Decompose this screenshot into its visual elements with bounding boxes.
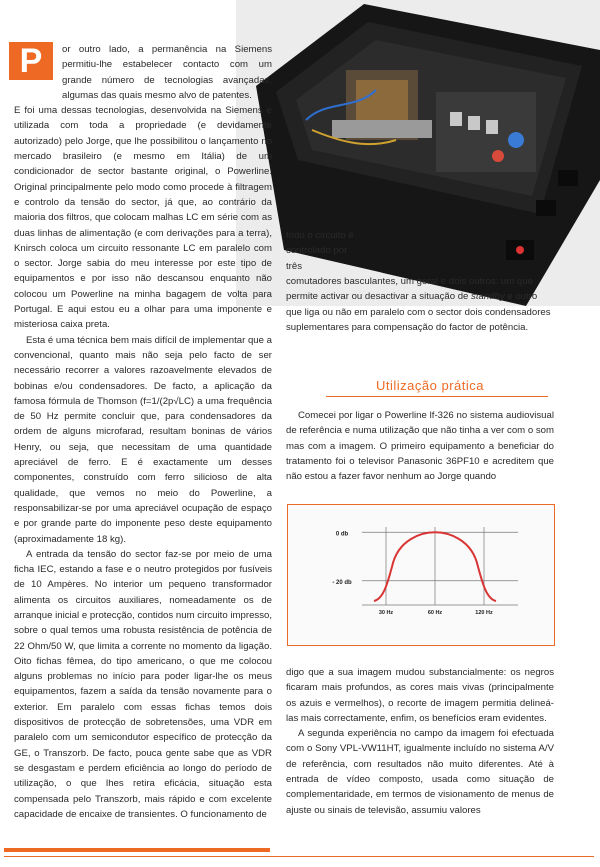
x-tick-label-0: 30 Hz	[378, 610, 394, 616]
section-heading: Utilização prática	[376, 378, 484, 393]
chart-svg	[288, 505, 554, 645]
x-tick-label-1: 60 Hz	[427, 610, 443, 616]
footer-rule	[4, 856, 594, 857]
caption-standby: standby	[471, 291, 505, 303]
paragraph-input: A entrada da tensão do sector faz-se por meio de uma ficha IEC, estando a fase e o neutro protegidos por fusíveis de 10 Ampères. No interior um pequeno transformador alimenta os circuitos auxiliares, nomeadamente os de arranque inicial e protecção, contidos num circuito impresso, sobre o qual temos uma robusta resistência de potência de 22 Ohm/50 W, que limita a corrente no momento da ligação. Oito fichas fêmea, do tipo americano, o que me colocou alguns problemas no início para poder ligar-lhe os meus equipamentos, fazem a saída da tensão novamente para o exterior. Em paralelo com essas fichas temos dois dispositivos de protecção de sobretensões, uma VDR em paralelo com um semicondutor específico de protecção da GE, o Transzorb. De facto, pouca gente sabe que as VDR se desgastam e perdem eficiência ao longo do período de utilização, o que lhes retira eficácia, situação esta compensada pelo Transzorb, mais rápido e com excelente capacidade de encaixe de transientes. O funcionamento de	[14, 548, 272, 820]
caption-after-text: e outro que liga ou não em paralelo com o sector dois condensadores suplementares para compensação do factor de potência.	[286, 291, 551, 333]
frequency-response-chart	[287, 504, 555, 646]
left-column	[14, 42, 272, 822]
paragraph-pratica: Comecei por ligar o Powerline lf-326 no sistema audiovisual de referência e numa utilização que não tinha a ver com o som mas com a imagem. O primeiro equipamento a beneficiar do tratamento foi o televisor Panasonic 36PF10 e acreditem que não estou a fazer favor nenhum ao Jorge quando	[286, 410, 554, 483]
y-tick-label-1: - 20 db	[332, 579, 352, 586]
footer-accent-bar	[4, 848, 270, 852]
paragraph-thomson: Esta é uma técnica bem mais difícil de implementar que a convencional, quanto mais não seja pelo facto de ser necessário recorrer a valores razoavelmente elevados de bobinas e/ou condensadores. De facto, a aplicação da famosa fórmula de Thomson (f=1/(2p√LC) a uma frequência de 50 Hz permite concluir que, para condensadores da ordem de alguns microfarad, resultam boninas de vários Henry, ou seja, que necessitam de uma quantidade apreciável de ferro. E é exactamente um desses componentes, construído com ferro silicioso de alta qualidade, que vemos no meio do Powerline, a responsabilizar-se por uma apreciável ocupação de espaço e por grande parte do imponente peso deste equipamento (aproximadamente 18 kg).	[14, 334, 272, 545]
heading-rule	[326, 396, 548, 397]
drop-cap: P	[9, 42, 53, 80]
photo-caption-wide	[286, 274, 554, 335]
paragraph-image-result: digo que a sua imagem mudou substancialmente: os negros ficaram mais profundos, as cores mais vivas (principalmente os azuis e vermelhos), o recorte de imagem permitia delineá-las mais correctamente, enfim, os benefícios eram evidentes.	[286, 667, 554, 724]
paragraph-intro-opening: or outro lado, a permanência na Siemens permitiu-lhe estabelecer contacto com um grande número de tecnologias avançadas, algumas das quais mesmo alvo de patentes.	[62, 44, 272, 101]
paragraph-sony: A segunda experiência no campo da imagem foi efectuada com o Sony VPL-VW11HT, igualmente incluído no sistema A/V de referência, com resultados não muito diferentes. Até à entrada de vídeo composto, usada como situação de complementaridade, em termos de visionamento de menus de ajuste ou sinais de televisão, assumiu valores	[286, 728, 554, 816]
photo-caption-narrow: todo o circuito é controlado por três	[286, 230, 354, 272]
y-tick-label-0: 0 db	[335, 531, 349, 538]
x-tick-label-2: 120 Hz	[475, 610, 493, 616]
caption-wide-text: comutadores basculantes, um geral e dois outros: um que permite activar ou desactivar a situação de	[286, 276, 533, 303]
right-column-mid	[286, 408, 554, 484]
paragraph-intro: E foi uma dessas tecnologias, desenvolvida na Siemens e utilizada com toda a propriedade (e devidamente autorizado) pelo Jorge, que lhe possibilitou o lançamento no mercado brasileiro (e mesmo em Itália) de um condicionador de sector bastante original, o Powerline. Original principalmente pelo modo como procede à filtragem e controlo da tensão do sector, já que, ao contrário da maioria dos filtros, que colocam malhas LC em série com as duas linhas de alimentação (e com derivações para a terra), Knirsch coloca um circuito ressonante LC em paralelo com o sector. Jorge sabia do meu interesse por este tipo de equipamentos e por isso não descansou enquanto não colocou um Powerline na minha bagagem de volta para Portugal. E aqui estou eu a olhar para uma imponente e misteriosa caixa preta.	[14, 105, 272, 331]
right-column-bottom	[286, 665, 554, 818]
